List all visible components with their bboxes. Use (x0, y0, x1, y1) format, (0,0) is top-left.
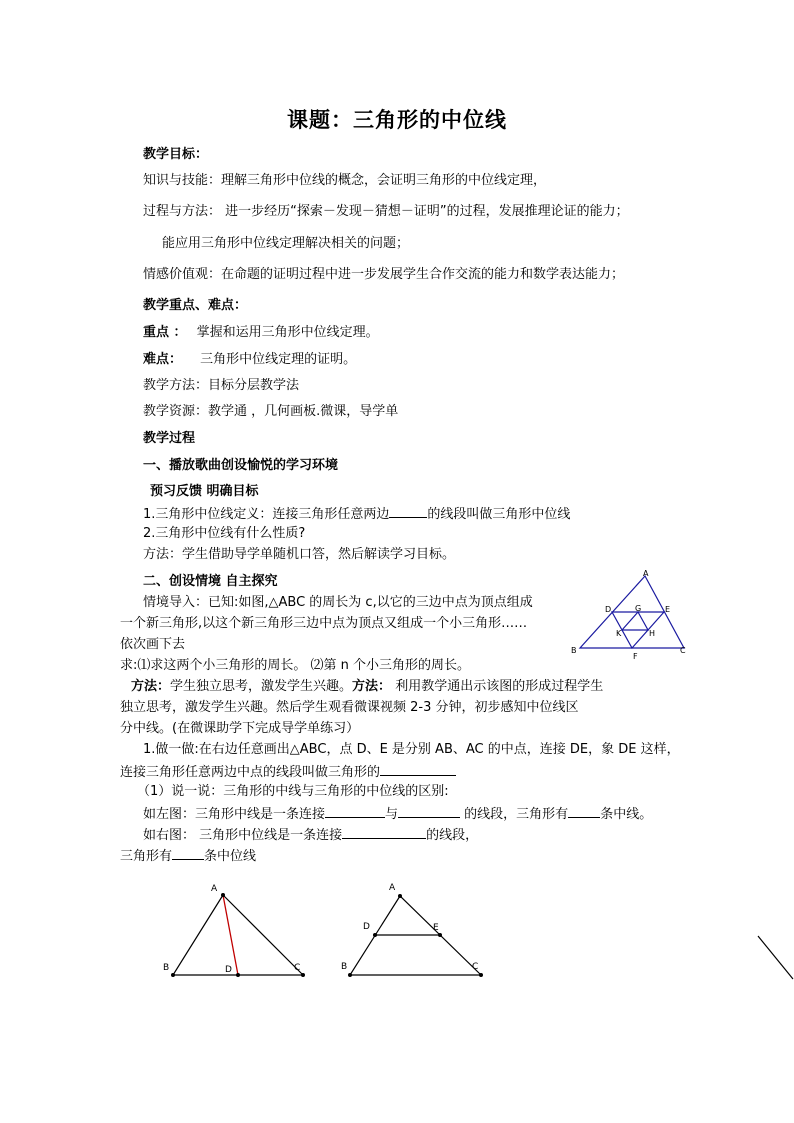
median-triangle (173, 895, 303, 975)
question-2: 2.三角形中位线有什么性质? (143, 526, 306, 541)
key-text: 掌握和运用三角形中位线定理。 (196, 325, 379, 340)
label-F: F (633, 652, 638, 661)
say1-c: 的线段，三角形有 (464, 807, 569, 822)
label-E: E (665, 605, 671, 614)
goal-emotion: 情感价值观：在命题的证明过程中进一步发展学生合作交流的能力和数学表达能力； (143, 267, 625, 282)
page-title: 课题：三角形的中位线 (287, 108, 507, 132)
section1-method: 方法：学生借助导学单随机口答，然后解读学习目标。 (143, 547, 456, 562)
median-label-A: A (211, 884, 218, 894)
scenario-line-3: 依次画下去 (120, 637, 186, 652)
say1-a: 如左图：三角形中线是一条连接 (143, 807, 326, 822)
small-triangle (622, 612, 648, 630)
say1-blank-1 (325, 804, 385, 818)
say2-b: 的线段， (426, 828, 479, 843)
midline-label-B: B (341, 962, 348, 972)
label-H: H (649, 629, 656, 638)
method-label-1: 方法： (131, 679, 171, 694)
q1-part-b: 的线段叫做三角形中位线 (427, 507, 571, 522)
section1-heading: 一、播放歌曲创设愉悦的学习环境 (143, 458, 339, 473)
question-1 (143, 504, 570, 524)
say-heading: （1）说一说：三角形的中线与三角形的中位线的区别: (137, 784, 449, 799)
goal-process-2: 能应用三角形中位线定理解决相关的问题； (162, 236, 410, 251)
say1-d: 条中线。 (600, 807, 653, 822)
teaching-resources: 教学资源：教学通 ，几何画板.微课，导学单 (143, 404, 399, 419)
method-text-1: 学生独立思考，激发学生兴趣。 (170, 679, 353, 694)
label-K: K (616, 629, 622, 638)
midline-label-E: E (433, 923, 439, 933)
method-line-1 (131, 678, 603, 696)
say-line-3 (120, 846, 256, 866)
midline-label-C: C (472, 962, 479, 972)
say3-blank (172, 846, 204, 860)
label-G: G (635, 604, 642, 613)
method-line-3: 分中线。(在微课助学下完成导学单练习） (120, 721, 360, 736)
method-label-2: 方法： (352, 679, 392, 694)
median-figure (158, 880, 316, 984)
say1-b: 与 (385, 807, 399, 822)
say3-b: 条中位线 (204, 849, 257, 864)
focus-heading: 教学重点、难点： (143, 298, 248, 313)
median-label-B: B (163, 963, 170, 973)
diff-label: 难点： (143, 352, 183, 367)
scenario-line-4: 求:⑴求这两个小三角形的周长。 ⑵第 n 个小三角形的周长。 (120, 658, 471, 673)
label-A: A (643, 569, 649, 578)
midline-label-D: D (363, 922, 370, 932)
edge-line-fragment (756, 934, 794, 984)
process-heading: 教学过程 (143, 431, 196, 446)
key-point (143, 324, 379, 342)
say2-a: 如右图： 三角形中位线是一条连接 (143, 828, 343, 843)
method-text-2: 利用教学通出示该图的形成过程学生 (395, 679, 604, 694)
say-line-1 (143, 804, 652, 824)
doit-blank (380, 762, 456, 776)
goals-heading: 教学目标： (143, 147, 209, 162)
label-D: D (605, 605, 612, 614)
midline-label-A: A (389, 883, 396, 893)
doit-text: 连接三角形任意两边中点的线段叫做三角形的 (120, 765, 381, 780)
goal-process: 过程与方法： 进一步经历“探索－发现－猜想－证明”的过程，发展推理论证的能力； (143, 204, 629, 219)
median-label-C: C (294, 963, 301, 973)
median-label-D: D (225, 965, 232, 975)
say1-blank-3 (568, 804, 600, 818)
label-C: C (680, 646, 686, 655)
say2-blank (342, 825, 426, 839)
scenario-line-1: 情境导入：已知:如图,△ABC 的周长为 c,以它的三边中点为顶点组成 (143, 595, 533, 610)
doit-line-2 (120, 762, 456, 782)
doit-line-1: 1.做一做:在右边任意画出△ABC，点 D、E 是分别 AB、AC 的中点，连接 DE，象 DE 这样， (143, 742, 680, 757)
scenario-line-2: 一个新三角形,以这个新三角形三边中点为顶点又组成一个小三角形…… (120, 616, 528, 631)
goal-knowledge: 知识与技能：理解三角形中位线的概念，会证明三角形的中位线定理， (143, 173, 547, 188)
nested-triangles-figure (570, 568, 690, 664)
method-line-2: 独立思考，激发学生兴趣。然后学生观看微课视频 2-3 分钟，初步感知中位线区 (120, 700, 579, 715)
diff-text: 三角形中位线定理的证明。 (200, 352, 357, 367)
teaching-method: 教学方法：目标分层教学法 (143, 378, 300, 393)
say-line-2 (143, 825, 478, 845)
section1-sub: 预习反馈 明确目标 (150, 484, 259, 499)
key-label: 重点 ： (143, 325, 187, 340)
say3-a: 三角形有 (120, 849, 173, 864)
q1-part-a: 1.三角形中位线定义：连接三角形任意两边 (143, 507, 390, 522)
section2-heading: 二、创设情境 自主探究 (143, 574, 278, 589)
midline-figure (334, 876, 494, 984)
label-B: B (571, 646, 577, 655)
q1-blank (389, 504, 427, 518)
say1-blank-2 (398, 804, 460, 818)
difficult-point (143, 351, 356, 369)
